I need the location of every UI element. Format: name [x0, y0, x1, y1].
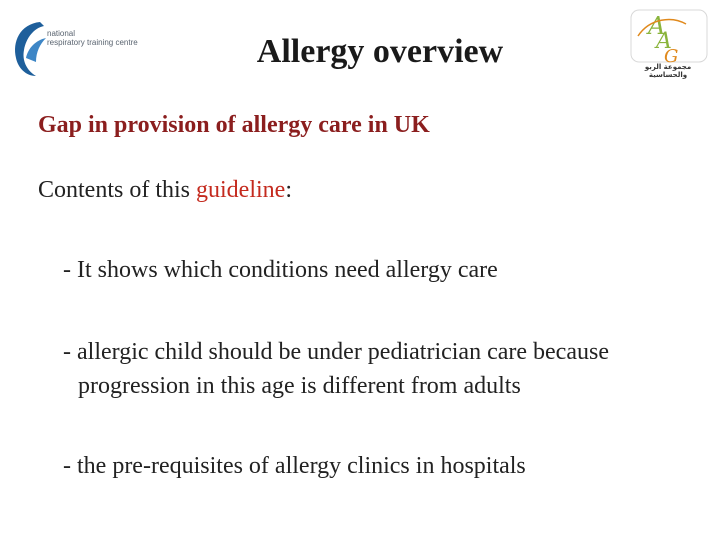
bullet-item — [63, 335, 609, 403]
svg-text:A: A — [656, 29, 672, 54]
intro-suffix: : — [285, 177, 292, 203]
slide-subtitle: Gap in provision of allergy care in UK — [38, 112, 430, 138]
page-title: Allergy overview — [256, 33, 504, 70]
nrtc-logo-text: national respiratory training centre — [47, 29, 138, 47]
bullet-text: - It shows which conditions need allergy care — [63, 257, 498, 283]
bullet-item — [63, 449, 526, 483]
intro-prefix: Contents of this — [38, 177, 197, 203]
asthma-allergy-group-arabic-text: مجموعة الربو والحساسية — [644, 63, 692, 79]
asthma-allergy-group-logo — [628, 8, 710, 78]
bullet-text-continued: progression in this age is different from adults — [78, 373, 521, 399]
intro-line — [38, 177, 292, 204]
nrtc-logo-mark-icon — [10, 18, 50, 78]
intro-highlight: guideline — [196, 177, 286, 203]
bullet-text: - the pre-requisites of allergy clinics in hospitals — [63, 453, 526, 479]
asthma-allergy-group-mark-icon — [628, 8, 710, 64]
svg-text:A: A — [648, 12, 666, 40]
bullet-item — [63, 253, 498, 287]
svg-text:G: G — [664, 46, 679, 64]
nrtc-logo — [10, 18, 160, 80]
bullet-text: - allergic child should be under pediatrician care because — [63, 339, 609, 365]
